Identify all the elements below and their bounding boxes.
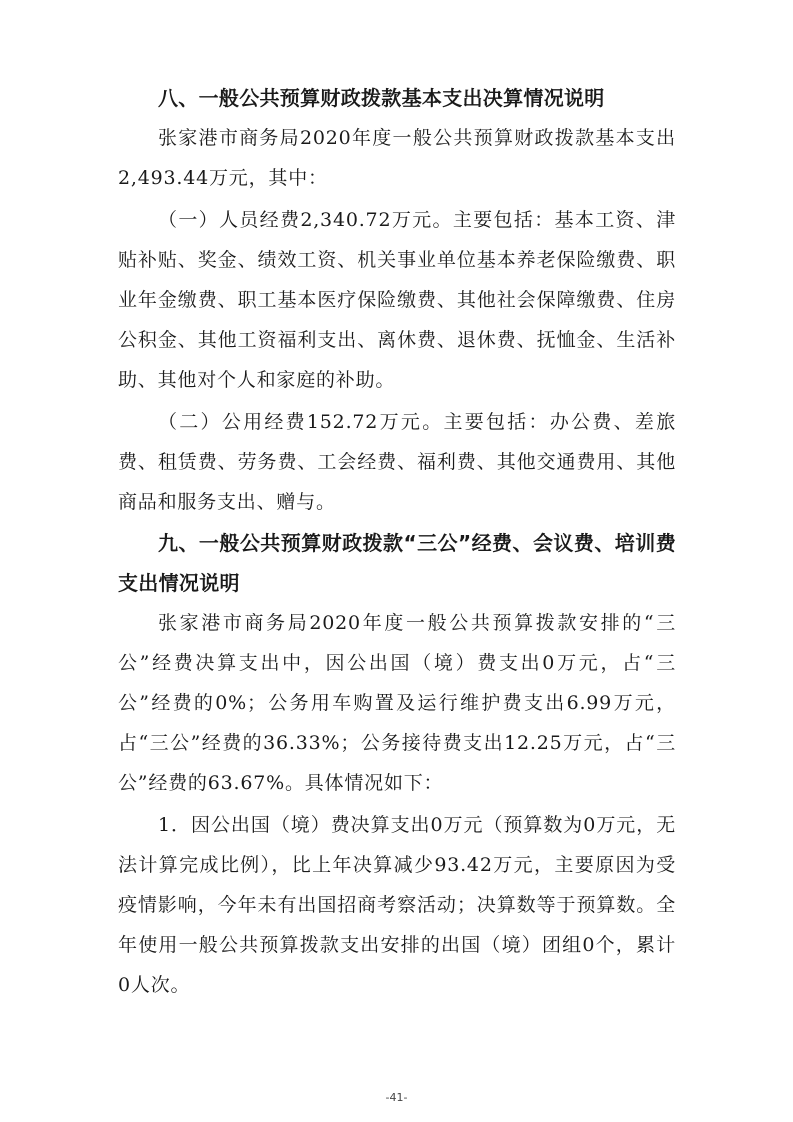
personnel-expense-paragraph: （一）人员经费2,340.72万元。主要包括：基本工资、津贴补贴、奖金、绩效工资、机关事业单位基本养老保险缴费、职业年金缴费、职工基本医疗保险缴费、其他社会保障缴费、住房公积金、其他工资福利支出、离休费、退休费、抚恤金、生活补助、其他对个人和家庭的补助。	[118, 209, 676, 391]
overseas-travel-paragraph: 1．因公出国（境）费决算支出0万元（预算数为0万元，无法计算完成比例），比上年决算减少93.42万元，主要原因为受疫情影响，今年未有出国招商考察活动；决算数等于预算数。全年使用一般公共预算拨款支出安排的出国（境）团组0个，累计0人次。	[118, 814, 676, 996]
document-body	[118, 78, 676, 1005]
page-number: -41-	[385, 1091, 408, 1104]
public-expense-paragraph: （二）公用经费152.72万元。主要包括：办公费、差旅费、租赁费、劳务费、工会经费、福利费、其他交通费用、其他商品和服务支出、赠与。	[118, 411, 676, 513]
section-8-intro-paragraph: 张家港市商务局2020年度一般公共预算财政拨款基本支出2,493.44万元，其中：	[118, 127, 676, 189]
three-public-expense-paragraph: 张家港市商务局2020年度一般公共预算拨款安排的“三公”经费决算支出中，因公出国（境）费支出0万元，占“三公”经费的0%；公务用车购置及运行维护费支出6.99万元，占“三公”经费的36.33%；公务接待费支出12.25万元，占“三公”经费的63.67%。具体情况如下：	[118, 612, 676, 794]
section-9-heading: 九、一般公共预算财政拨款“三公”经费、会议费、培训费支出情况说明	[118, 531, 676, 595]
section-8-heading: 八、一般公共预算财政拨款基本支出决算情况说明	[158, 86, 605, 110]
